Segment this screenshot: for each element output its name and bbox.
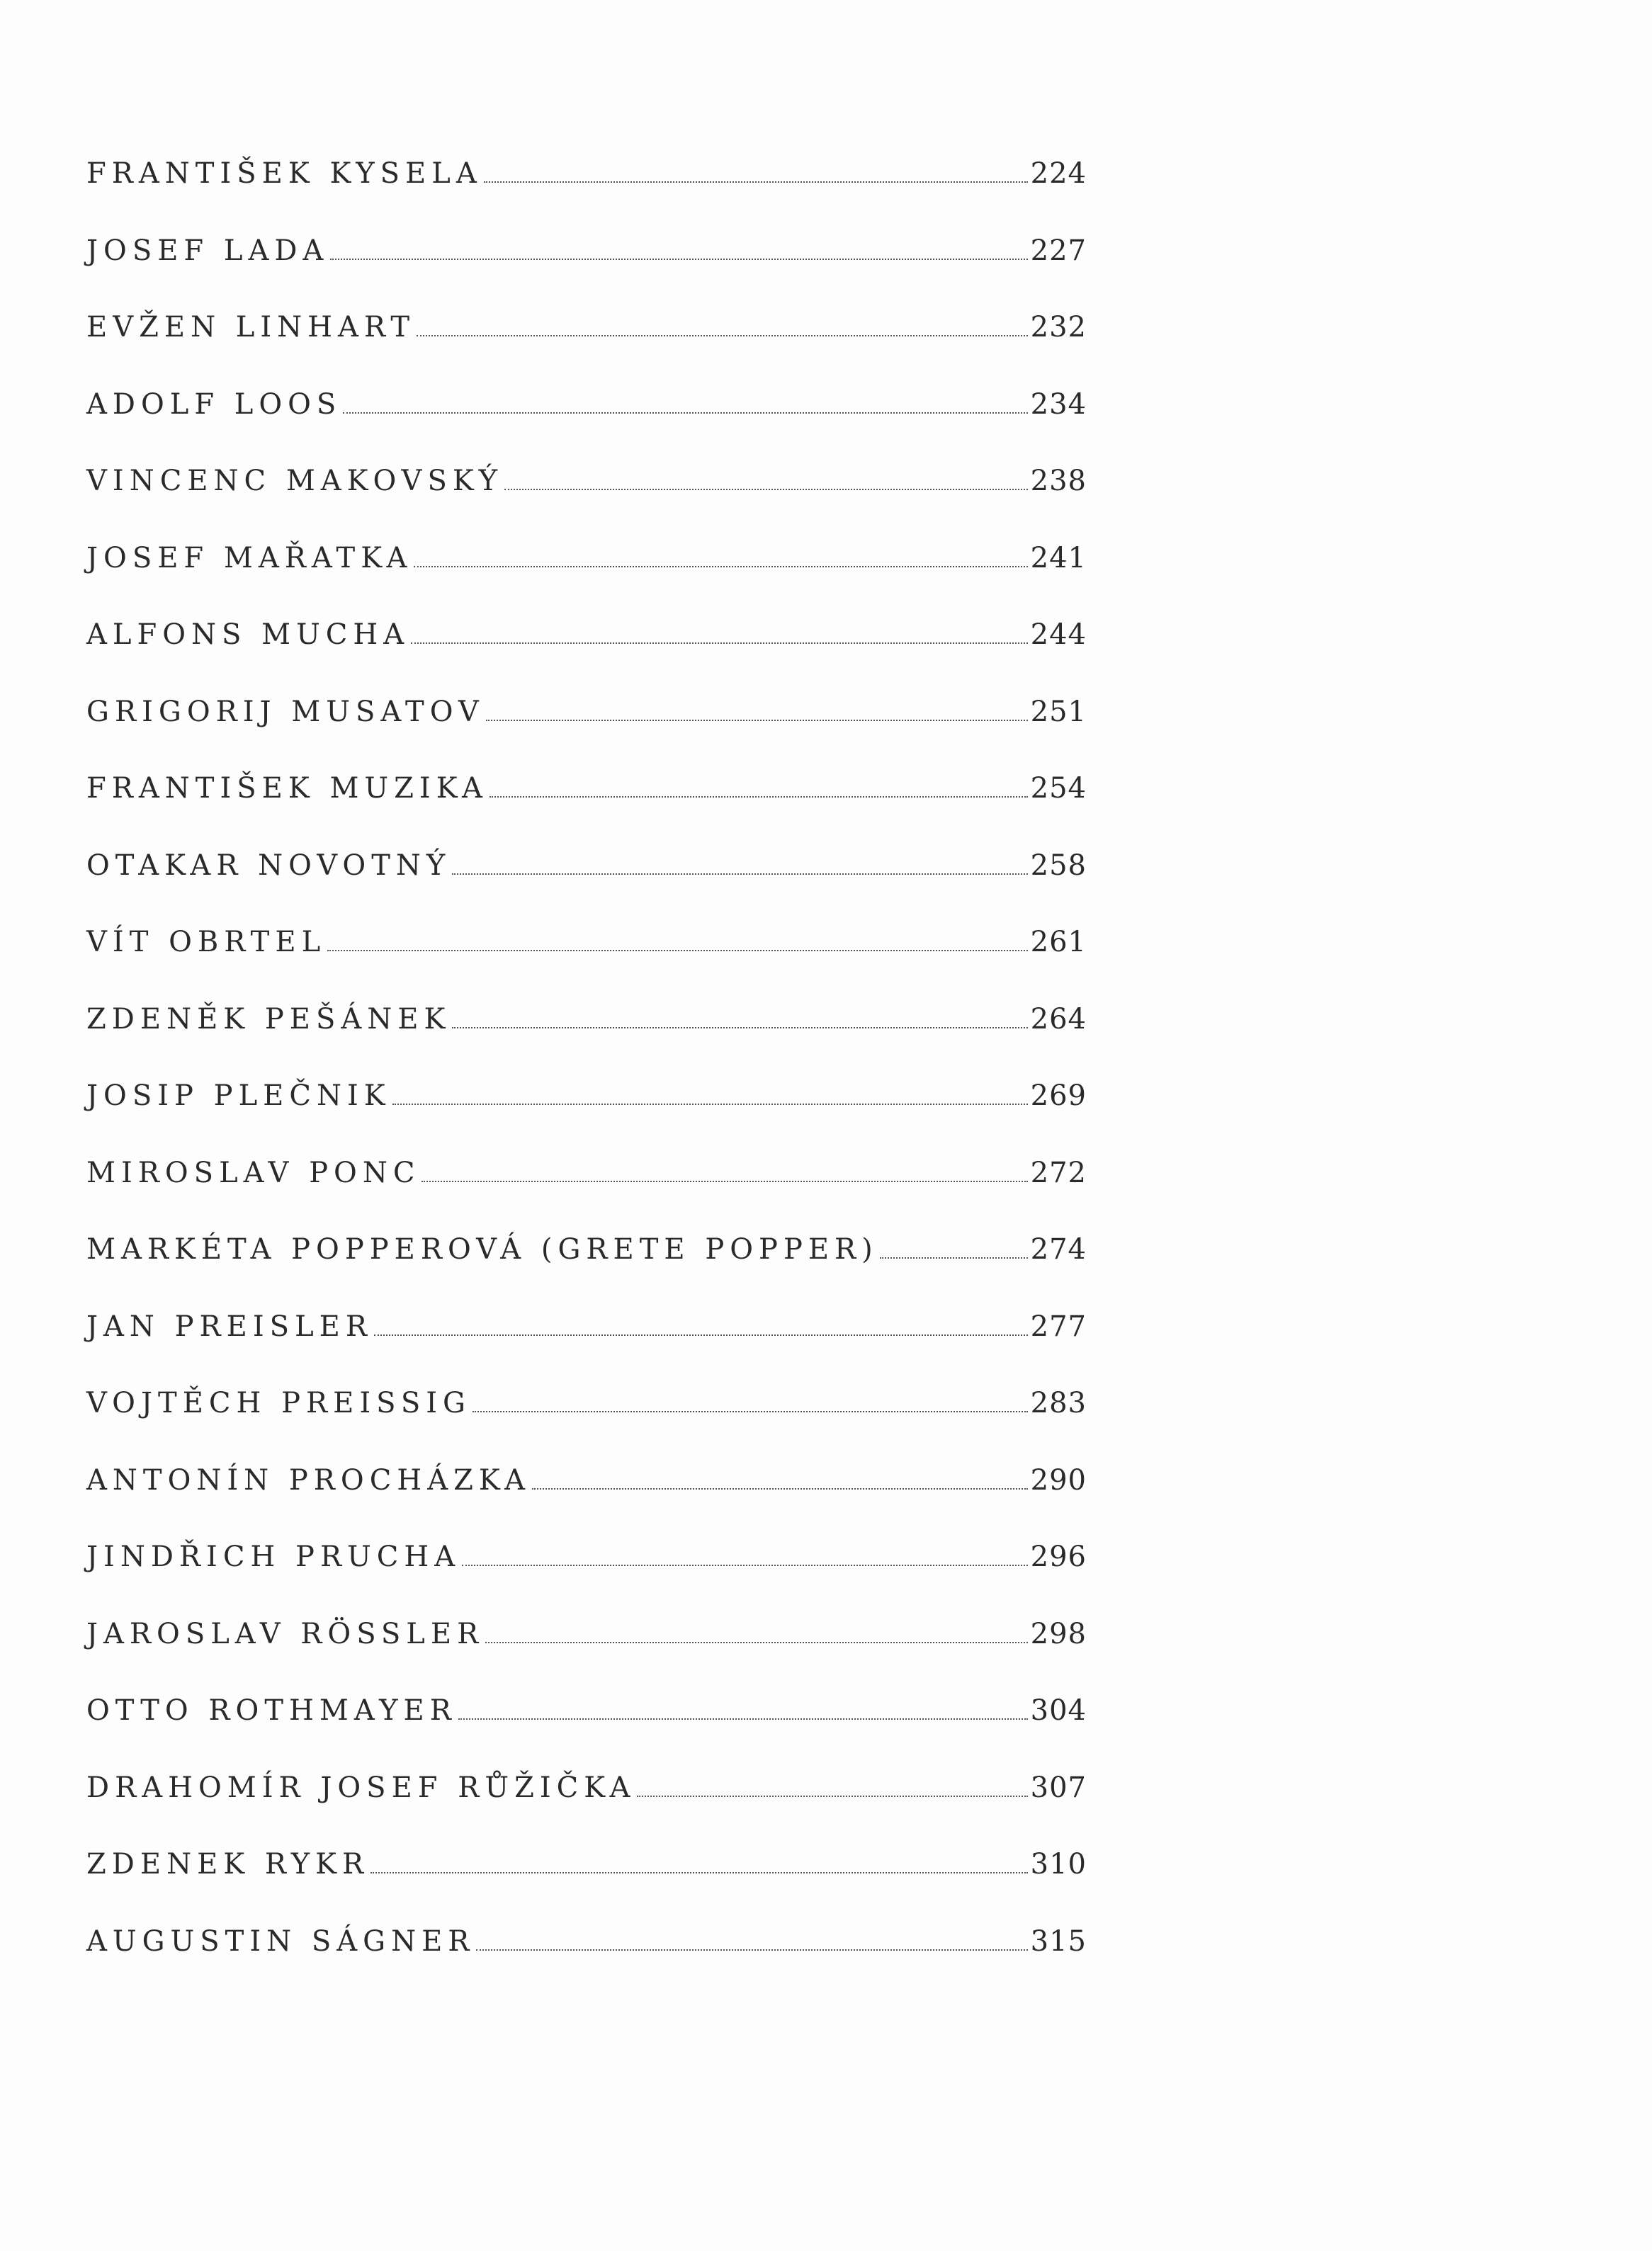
toc-entry-name: ANTONÍN PROCHÁZKA [86,1463,531,1497]
toc-entry-name: AUGUSTIN SÁGNER [86,1924,475,1958]
toc-entry-name: JOSIP PLEČNIK [86,1079,391,1112]
dot-leader [462,1565,1027,1566]
toc-entry-name: JOSEF MAŘATKA [86,541,413,574]
toc-entry[interactable] [86,1696,1087,1774]
toc-entry[interactable] [86,1389,1087,1466]
toc-entry-page: 296 [1030,1541,1087,1573]
toc-entry-name: MIROSLAV PONC [86,1156,421,1189]
dot-leader [392,1104,1028,1105]
toc-entry-page: 224 [1030,157,1087,190]
dot-leader [504,489,1028,490]
toc-entry[interactable] [86,1463,1087,1543]
dot-leader [490,796,1028,798]
dot-leader [637,1796,1027,1797]
toc-entry-name: FRANTIŠEK KYSELA [86,157,482,190]
toc-entry[interactable] [86,387,1087,467]
dot-leader [458,1718,1028,1720]
toc-entry-page: 307 [1030,1771,1087,1804]
toc-entry-name: JAROSLAV RÖSSLER [86,1617,485,1650]
toc-entry-name: ALFONS MUCHA [86,618,410,651]
toc-entry-name: OTAKAR NOVOTNÝ [86,849,451,882]
dot-leader [343,412,1027,414]
toc-entry-name: VOJTĚCH PREISSIG [86,1387,471,1419]
toc-entry[interactable] [86,1002,1087,1082]
toc-entry-page: 269 [1030,1079,1087,1112]
toc-entry-page: 274 [1030,1233,1087,1266]
dot-leader [422,1181,1027,1182]
toc-entry[interactable] [86,620,1087,698]
toc-entry-page: 277 [1030,1310,1087,1343]
toc-entry-name: MARKÉTA POPPEROVÁ (GRETE POPPER) [86,1233,878,1266]
toc-entry-page: 261 [1030,926,1087,958]
dot-leader [485,1642,1027,1643]
toc-entry-name: DRAHOMÍR JOSEF RŮŽIČKA [86,1771,636,1804]
toc-entry-page: 227 [1030,234,1087,267]
dot-leader [411,642,1027,644]
dot-leader [880,1257,1028,1259]
toc-entry-name: VINCENC MAKOVSKÝ [86,465,504,497]
toc-entry-page: 244 [1030,618,1087,651]
table-of-contents [86,159,1087,2004]
toc-entry-page: 283 [1030,1387,1087,1419]
dot-leader [374,1334,1028,1336]
dot-leader [452,873,1027,875]
dot-leader [327,950,1028,951]
dot-leader [532,1488,1028,1490]
toc-entry-page: 315 [1030,1924,1087,1958]
toc-entry-page: 290 [1030,1463,1087,1497]
toc-entry[interactable] [86,159,1087,237]
toc-entry-name: EVŽEN LINHART [86,311,416,344]
toc-entry-page: 251 [1030,695,1087,728]
dot-leader [370,1872,1027,1873]
toc-entry[interactable] [86,851,1087,929]
toc-entry[interactable] [86,541,1087,621]
toc-entry[interactable] [86,467,1087,544]
toc-entry-name: ADOLF LOOS [86,387,342,421]
toc-entry-name: OTTO ROTHMAYER [86,1694,457,1727]
dot-leader [417,335,1028,336]
toc-entry-name: JOSEF LADA [86,234,329,267]
toc-entry[interactable] [86,1924,1087,2005]
toc-entry-page: 310 [1030,1848,1087,1881]
toc-entry-page: 264 [1030,1002,1087,1036]
dot-leader [452,1027,1027,1028]
toc-entry-name: JAN PREISLER [86,1310,373,1343]
toc-entry-page: 241 [1030,541,1087,574]
toc-entry-page: 298 [1030,1617,1087,1650]
toc-entry-page: 254 [1030,772,1087,805]
toc-entry-name: JINDŘICH PRUCHA [86,1541,461,1573]
toc-entry[interactable] [86,1156,1087,1236]
toc-entry-page: 258 [1030,849,1087,882]
toc-entry[interactable] [86,313,1087,390]
toc-entry[interactable] [86,928,1087,1005]
toc-entry[interactable] [86,234,1087,314]
toc-entry-page: 272 [1030,1156,1087,1189]
dot-leader [476,1949,1027,1951]
toc-entry[interactable] [86,1235,1087,1312]
toc-entry[interactable] [86,1617,1087,1697]
toc-entry[interactable] [86,1079,1087,1159]
toc-entry[interactable] [86,1771,1087,1851]
dot-leader [330,259,1027,260]
toc-entry[interactable] [86,774,1087,851]
dot-leader [473,1411,1028,1412]
toc-entry-page: 304 [1030,1694,1087,1727]
toc-entry-name: ZDENĚK PEŠÁNEK [86,1002,451,1036]
toc-entry-page: 232 [1030,311,1087,344]
toc-entry-name: VÍT OBRTEL [86,926,327,958]
toc-entry-page: 234 [1030,387,1087,421]
toc-entry-name: FRANTIŠEK MUZIKA [86,772,488,805]
dot-leader [414,566,1027,567]
toc-entry[interactable] [86,695,1087,775]
toc-entry-page: 238 [1030,465,1087,497]
toc-entry[interactable] [86,1543,1087,1620]
toc-entry[interactable] [86,1312,1087,1390]
toc-entry[interactable] [86,1850,1087,1927]
toc-entry-name: ZDENEK RYKR [86,1848,370,1881]
toc-entry-name: GRIGORIJ MUSATOV [86,695,485,728]
dot-leader [486,720,1028,721]
dot-leader [484,181,1028,183]
